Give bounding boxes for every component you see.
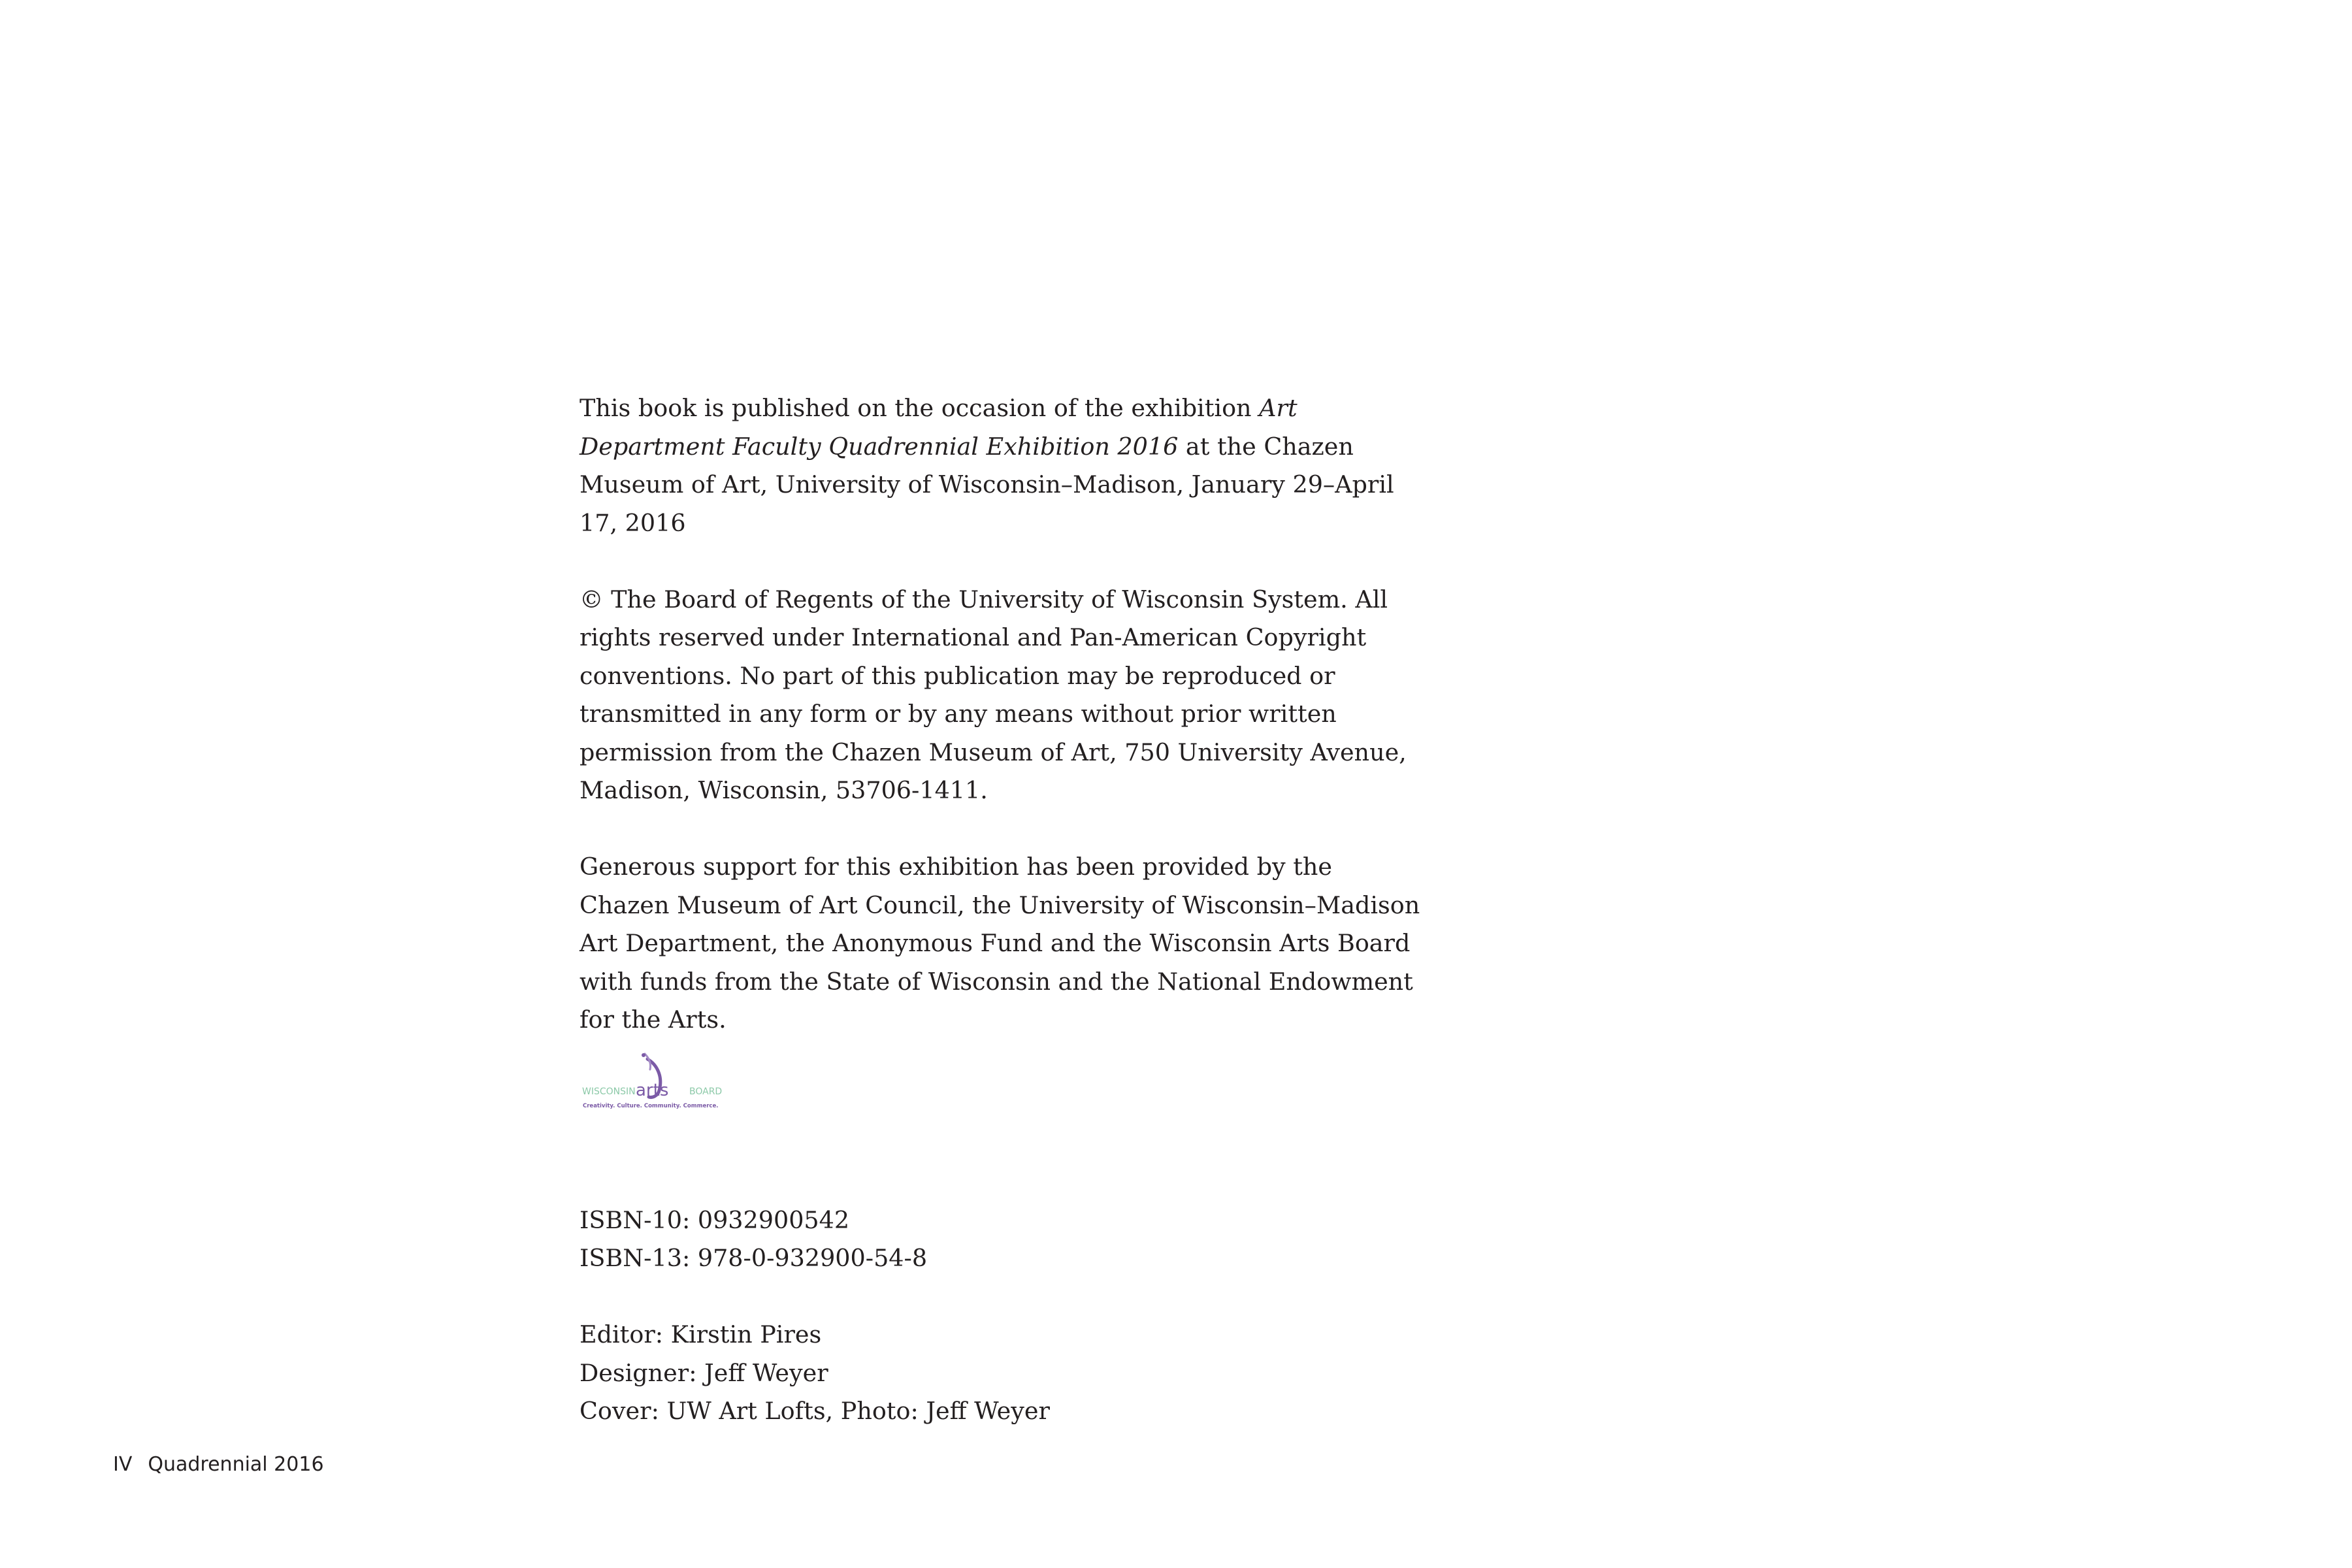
logo-word-wisconsin: WISCONSIN bbox=[582, 1086, 636, 1097]
copyright-notice: © The Board of Regents of the University of Wisconsin System. All rights reserved under International and Pan-American Copyright conventions. No part of this publication may be reproduced or transmitted in any form or by any means without prior written permission from the Chazen Museum of Art, 750 University Avenue, Madison, Wisconsin, 53706-1411. bbox=[580, 585, 1407, 804]
isbn-13: ISBN-13: 978-0-932900-54-8 bbox=[580, 1244, 928, 1272]
editor-credit: Editor: Kirstin Pires bbox=[580, 1320, 822, 1348]
isbn-10: ISBN-10: 0932900542 bbox=[580, 1205, 850, 1234]
wisconsin-arts-board-logo bbox=[580, 1050, 736, 1122]
page-footer bbox=[113, 1452, 324, 1478]
publication-note-lead: This book is published on the occasion of the exhibition bbox=[580, 394, 1260, 422]
colophon bbox=[580, 389, 1429, 1431]
running-title: Quadrennial 2016 bbox=[148, 1453, 324, 1476]
credits-block bbox=[580, 1316, 1429, 1431]
logo-word-arts: arts bbox=[636, 1080, 669, 1100]
cover-credit: Cover: UW Art Lofts, Photo: Jeff Weyer bbox=[580, 1397, 1050, 1425]
publication-note-tail: at the Chazen Museum of Art, University of Wisconsin–Madison, January 29–April 17, 2016 bbox=[580, 432, 1394, 537]
publication-note bbox=[580, 389, 1429, 542]
logo-word-board: BOARD bbox=[689, 1086, 723, 1097]
exhibition-title: Art Department Faculty Quadrennial Exhibition 2016 bbox=[580, 394, 1298, 461]
designer-credit: Designer: Jeff Weyer bbox=[580, 1358, 828, 1387]
isbn-block bbox=[580, 1201, 1429, 1278]
support-statement: Generous support for this exhibition has been provided by the Chazen Museum of Art Council, the University of Wisconsin–Madison Art Department, the Anonymous Fund and the Wisconsin Arts Board with funds from the State of Wisconsin and the National Endowment for the Arts. bbox=[580, 853, 1420, 1034]
logo-tagline: Creativity. Culture. Community. Commerce. bbox=[583, 1102, 719, 1109]
page-number: IV bbox=[113, 1453, 133, 1476]
